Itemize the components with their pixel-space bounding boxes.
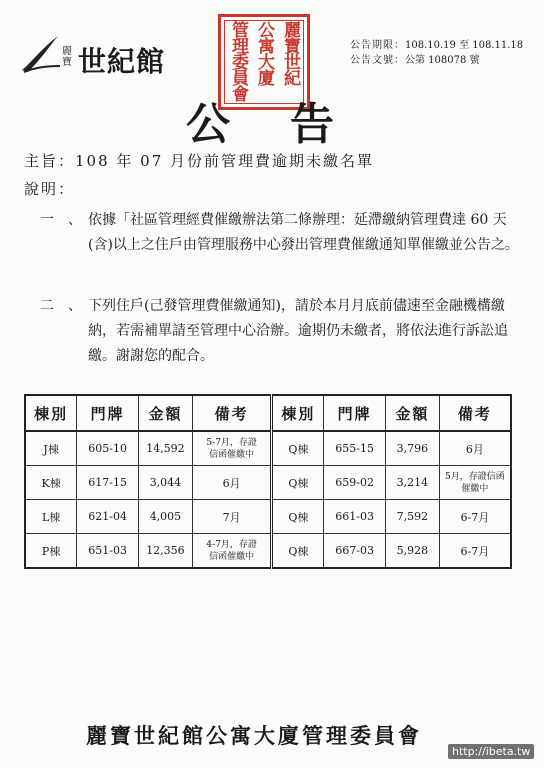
item-text: 下列住戶(己發管理費催繳通知)，請於本月月底前儘速至金融機構繳納，若需補單請至管理中心洽辦。逾期仍未繳者，將依法進行訴訟追繳。謝謝您的配合。 <box>88 298 508 364</box>
remark-cell <box>192 534 272 569</box>
table-header-row <box>25 395 511 431</box>
remark-cell <box>192 431 272 466</box>
seal-text: 公寓大廈 <box>254 21 274 85</box>
remark-line: 信函催繳中 <box>209 449 255 460</box>
unit-cell: 605-10 <box>77 431 139 466</box>
unit-cell: 659-02 <box>324 466 386 500</box>
remark-cell <box>439 534 511 569</box>
unit-cell: 655-15 <box>324 431 386 466</box>
period-value: 108.10.19 至 108.11.18 <box>405 40 524 51</box>
building-cell: J棟 <box>25 431 77 466</box>
unit-cell: 621-04 <box>77 500 139 534</box>
building-cell: Q棟 <box>272 431 324 466</box>
remark-line: 6月 <box>222 476 241 490</box>
remark-line: 6月 <box>465 442 484 456</box>
remark-line: 5月，存證信函 <box>445 471 505 482</box>
watermark: http://ibeta.tw <box>448 744 534 759</box>
remark-cell <box>439 500 511 534</box>
item-number: 一、 <box>40 212 96 228</box>
item-text: 依據「社區管理經費催繳辦法第二條辦理：延滯繳納管理費達 60 天(含)以上之住戶由管理服務中心發出管理費催繳通知單催繳並公告之。 <box>88 212 519 253</box>
table-row <box>25 466 511 500</box>
item-number: 二、 <box>40 298 96 314</box>
remark-line: 7月 <box>222 510 241 524</box>
table-row <box>25 534 511 569</box>
column-header: 棟別 <box>25 395 77 431</box>
column-header: 門牌 <box>77 395 139 431</box>
committee-signature: 麗寶世紀館公寓大廈管理委員會 <box>86 723 422 748</box>
seal-text: 管理委員會 <box>228 21 248 101</box>
logo <box>18 28 168 78</box>
brush-stroke-icon <box>18 32 62 74</box>
doc-no-value: 公第 108078 號 <box>405 55 480 66</box>
building-cell: Q棟 <box>272 534 324 569</box>
doc-no-label: 公告文號： <box>350 55 405 66</box>
remark-cell <box>439 431 511 466</box>
unit-cell: 617-15 <box>77 466 139 500</box>
column-header: 金額 <box>385 395 439 431</box>
building-cell: P棟 <box>25 534 77 569</box>
unit-cell: 667-03 <box>324 534 386 569</box>
remark-line: 催繳中 <box>461 483 489 494</box>
amount-cell: 3,044 <box>139 466 193 500</box>
amount-cell: 4,005 <box>139 500 193 534</box>
column-header: 備考 <box>439 395 511 431</box>
remark-cell <box>192 466 272 500</box>
remark-line: 6-7月 <box>460 510 490 524</box>
building-cell: Q棟 <box>272 466 324 500</box>
overdue-table <box>24 394 512 569</box>
explain-label: 說明： <box>24 180 76 198</box>
amount-cell: 14,592 <box>139 431 193 466</box>
amount-cell: 3,214 <box>385 466 439 500</box>
remark-line: 5-7月，存證 <box>206 437 257 448</box>
table-row <box>25 431 511 466</box>
building-cell: K棟 <box>25 466 77 500</box>
logo-main-text: 世紀館 <box>78 45 166 78</box>
period-label: 公告期限： <box>350 40 405 51</box>
subject-line: 主旨：108 年 07 月份前管理費逾期未繳名單 <box>24 152 375 170</box>
amount-cell: 5,928 <box>385 534 439 569</box>
amount-cell: 12,356 <box>139 534 193 569</box>
page-title: 公告 <box>186 99 394 150</box>
table-row <box>25 500 511 534</box>
remark-cell <box>192 500 272 534</box>
column-header: 備考 <box>192 395 272 431</box>
logo-small-text: 麗寶 <box>62 46 72 68</box>
remark-line: 信函催繳中 <box>209 551 255 562</box>
announcement-info <box>350 38 523 68</box>
seal-text: 麗寶世紀 <box>280 21 300 85</box>
remark-line: 4-7月，存證 <box>206 539 257 550</box>
amount-cell: 3,796 <box>385 431 439 466</box>
unit-cell: 651-03 <box>77 534 139 569</box>
column-header: 門牌 <box>324 395 386 431</box>
building-cell: L棟 <box>25 500 77 534</box>
building-cell: Q棟 <box>272 500 324 534</box>
remark-line: 6-7月 <box>460 544 490 558</box>
column-header: 棟別 <box>272 395 324 431</box>
unit-cell: 661-03 <box>324 500 386 534</box>
remark-cell <box>439 466 511 500</box>
column-header: 金額 <box>139 395 193 431</box>
amount-cell: 7,592 <box>385 500 439 534</box>
